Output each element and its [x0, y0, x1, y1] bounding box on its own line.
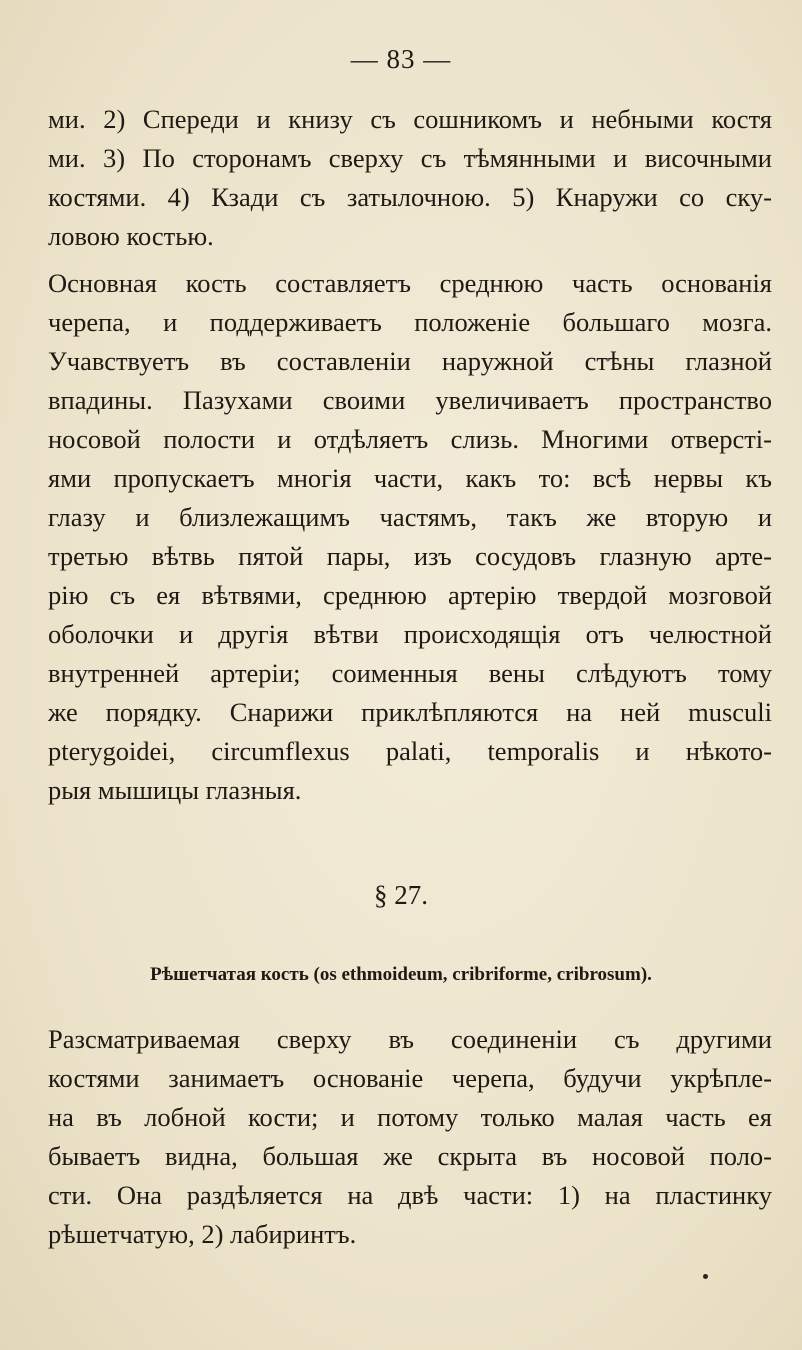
text-line: Основная кость составляетъ среднюю часть основанія: [48, 268, 772, 298]
text-line: pterygoidei, circumflexus palati, temporalis и нѣкото-: [48, 736, 772, 766]
text-line: рію съ ея вѣтвями, среднюю артерію твердой мозговой: [48, 580, 772, 610]
paragraph-main-bone: [48, 264, 772, 810]
text-line: третью вѣтвь пятой пары, изъ сосудовъ глазную арте-: [48, 541, 772, 571]
section-heading: Рѣшетчатая кость (os ethmoideum, cribriforme, cribrosum).: [150, 964, 652, 985]
text-line: черепа, и поддерживаетъ положеніе большаго мозга.: [48, 307, 772, 337]
text-line: рыя мышицы глазныя.: [48, 775, 302, 805]
text-line: оболочки и другія вѣтви происходящія отъ челюстной: [48, 619, 772, 649]
section-number: § 27.: [374, 880, 428, 910]
text-line: ми. 3) По сторонамъ сверху съ тѣмянными и височными: [48, 143, 772, 173]
text-line: рѣшетчатую, 2) лабиринтъ.: [48, 1219, 357, 1249]
text-line: носовой полости и отдѣляетъ слизь. Многими отверсті-: [48, 424, 772, 454]
page-number: — 83 —: [350, 44, 452, 74]
paragraph-continuation: [48, 100, 772, 256]
text-line: ми. 2) Спереди и книзу съ сошникомъ и небными костя: [48, 104, 772, 134]
text-line: Разсматриваемая сверху въ соединеніи съ другими: [48, 1024, 772, 1054]
text-line: на въ лобной кости; и потому только малая часть ея: [48, 1102, 772, 1132]
text-line: сти. Она раздѣляется на двѣ части: 1) на пластинку: [48, 1180, 772, 1210]
text-line: Учавствуетъ въ составленіи наружной стѣны глазной: [48, 346, 772, 376]
text-line: бываетъ видна, большая же скрыта въ носовой поло-: [48, 1141, 772, 1171]
ink-speck: [703, 1274, 708, 1279]
text-line: костями занимаетъ основаніе черепа, будучи укрѣпле-: [48, 1063, 772, 1093]
text-line: глазу и близлежащимъ частямъ, такъ же вторую и: [48, 502, 772, 532]
text-line: же порядку. Снарижи приклѣпляются на ней musculi: [48, 697, 772, 727]
text-line: ями пропускаетъ многія части, какъ то: всѣ нервы къ: [48, 463, 772, 493]
text-line: ловою костью.: [48, 221, 214, 251]
paragraph-ethmoid-bone: [48, 1020, 772, 1254]
text-line: костями. 4) Кзади съ затылочною. 5) Кнаружи со ску-: [48, 182, 772, 212]
text-line: впадины. Пазухами своими увеличиваетъ пространство: [48, 385, 772, 415]
text-line: внутренней артеріи; соименныя вены слѣдуютъ тому: [48, 658, 772, 688]
